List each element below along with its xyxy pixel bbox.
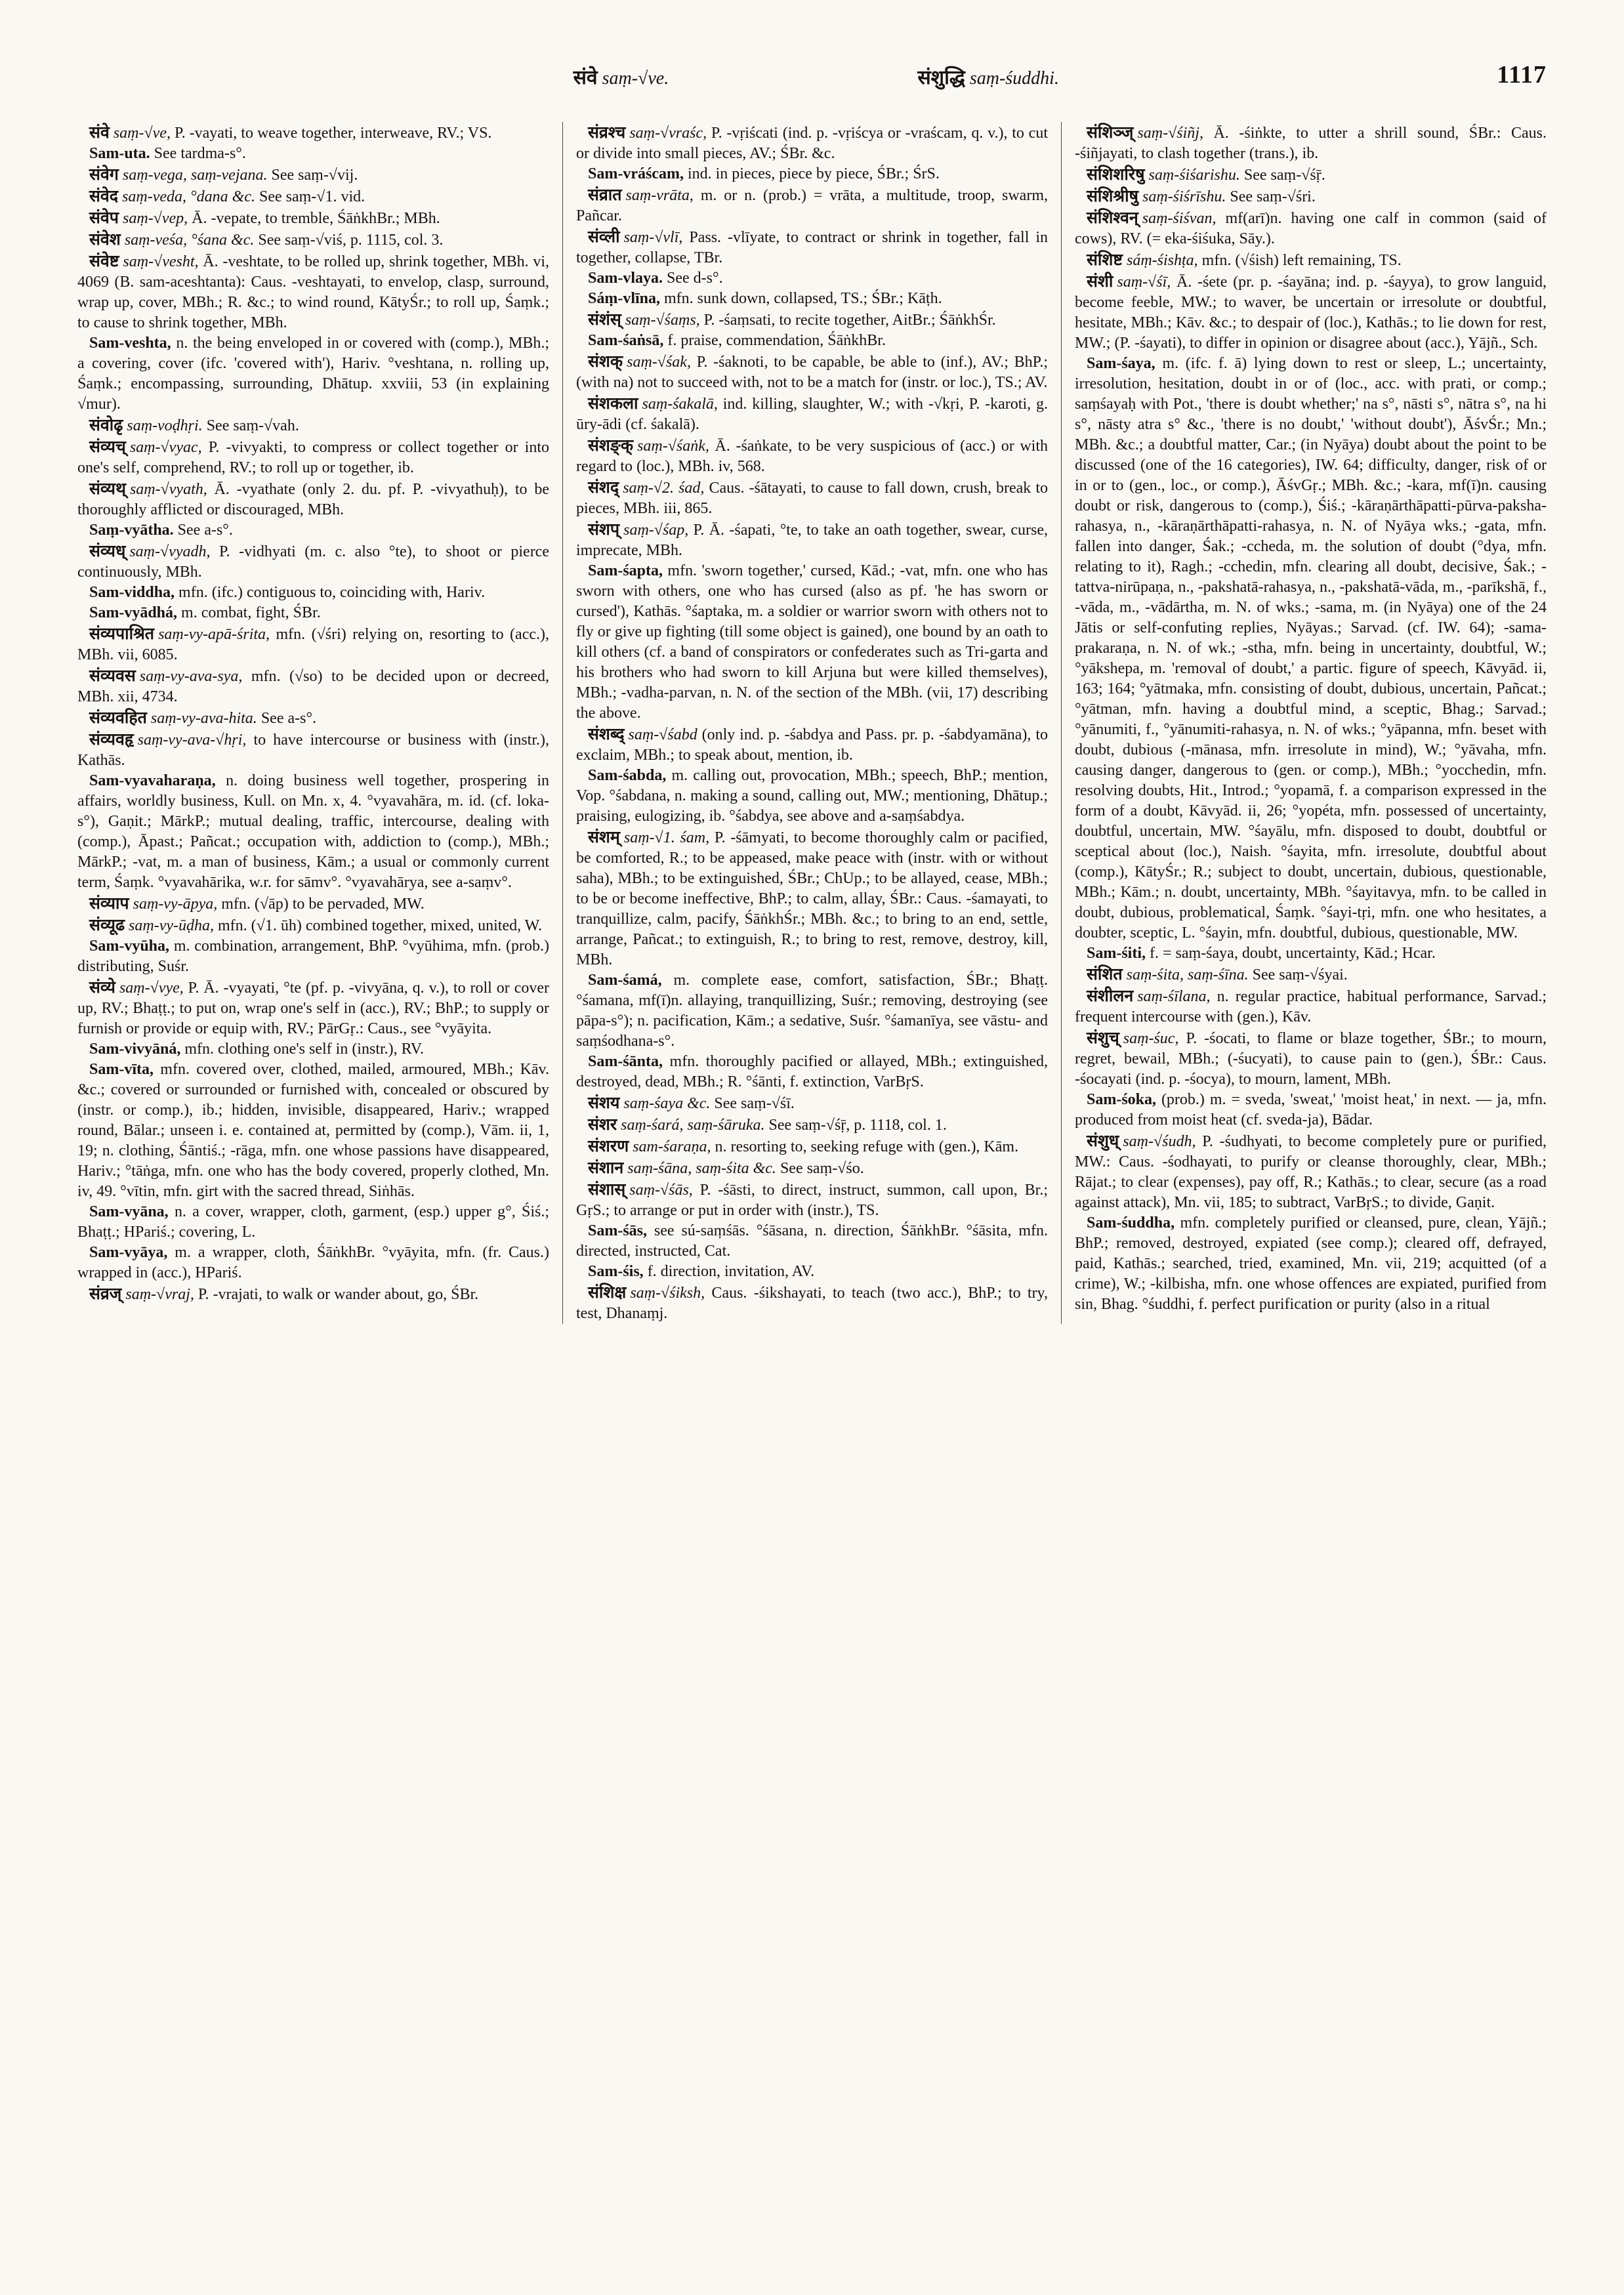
entry-headword-devanagari: संव्यध् (89, 541, 126, 560)
entry-headword: saṃ-√śaṃs, (625, 312, 700, 329)
dictionary-entry (77, 186, 549, 207)
entry-headword: saṃ-vy-ūḍha, (129, 917, 214, 934)
entry-headword: Sam-śis, (588, 1263, 644, 1280)
entry-body: mfn. (ifc.) contiguous to, coinciding with, Hariv. (175, 584, 486, 601)
dictionary-entry (77, 251, 549, 333)
entry-body: Ā. -śiṅkte, to utter a shrill sound, ŚBr.: Caus. -śiñjayati, to clash together (trans.), ib. (1075, 125, 1547, 162)
dictionary-entry (1075, 1027, 1547, 1090)
dictionary-entry (77, 1202, 549, 1243)
entry-body: P. -vidhyati (m. c. also °te), to shoot or pierce continuously, MBh. (77, 543, 549, 581)
entry-body: mf(arī)n. having one calf in common (said of cows), RV. (= eka-śiśuka, Sāy.). (1075, 210, 1547, 247)
entry-headword: Sam-śabda, (588, 767, 667, 784)
page-header (77, 63, 1547, 105)
entry-body: P. Ā. -śapati, °te, to take an oath together, swear, curse, imprecate, MBh. (576, 522, 1048, 559)
entry-headword: saṃ-√śiksh, (630, 1285, 705, 1302)
entry-body: See saṃ-√śyai. (1248, 966, 1348, 983)
entry-body: Pass. -vlīyate, to contract or shrink in together, fall in together, collapse, TBr. (576, 229, 1048, 266)
entry-headword: saṃ-śará, saṃ-śāruka. (621, 1117, 765, 1134)
entry-headword-devanagari: संशिश्वन् (1087, 208, 1138, 227)
dictionary-entry (576, 268, 1048, 289)
entry-headword-devanagari: संशर (588, 1115, 617, 1134)
entry-body: Ā. -vyathate (only 2. du. pf. P. -vivyathuḥ), to be thoroughly afflicted or discouraged, MBh. (77, 481, 549, 518)
entry-headword-devanagari: संवेग (89, 165, 119, 184)
entry-headword-devanagari: संशी (1087, 272, 1114, 291)
entry-body: P. Ā. -vyayati, °te (pf. p. -vivyāna, q. v.), to roll or cover up, RV.; Bhaṭṭ.; to put on, wrap one's self in (acc.), RV.; BhP.; to supply or furnish or provide or equip with, RV.; PārGṛ.: Caus., see °vyāyita. (77, 980, 549, 1037)
entry-body: Ā. -veshtate, to be rolled up, shrink together, MBh. vi, 4069 (B. sam-aceshtanta): Caus. -veshtayati, to envelop, clasp, surround, wrap up, cover, MBh.; R. &c.; to wind round, KātyŚr.; to roll up, Śaṃk.; to cause to shrink together, MBh. (77, 253, 549, 331)
dictionary-entry (1075, 354, 1547, 943)
entry-body: P. -vivyakti, to compress or collect together or into one's self, comprehend, RV.; to roll up or together, ib. (77, 439, 549, 476)
entry-headword: saṃ-√vlī, (623, 229, 683, 246)
dictionary-entry (77, 1283, 549, 1305)
entry-headword-devanagari: संवोढृ (89, 415, 123, 434)
dictionary-entry (576, 1262, 1048, 1282)
entry-headword: Sam-śaya, (1087, 355, 1156, 372)
entry-body: P. -śocati, to flame or blaze together, ŚBr.; to mourn, regret, bewail, MBh.; (-śucyati), to cause pain to (gen.), ŚBr.: Caus. -śocayati (ind. p. -śocya), to mourn, lament, MBh. (1075, 1030, 1547, 1088)
entry-body: m. (ifc. f. ā) lying down to rest or sleep, L.; uncertainty, irresolution, hesitation, doubt in or of (loc., acc. with prati, or comp.; saṃśayaḥ with Pot., 'there is doubt whether;' na s°, nāsti s°, nātra s°, na hi s°, nāsty atra s° &c., 'there is no doubt,' 'without doubt'), ĀśvŚr.; Mn.; MBh. &c.; a doubtful matter, Car.; (in Nyāya) doubt about the point to be discussed (one of the 16 categories), IW. 64; difficulty, danger, risk of or in or to (gen., loc., or comp.), ĀśvGṛ.; MBh. &c.; -kara, mf(ī)n. causing doubt or risk, dangerous to (comp.), Śiś.; -kāraṇārthāpatti-pūrva-paksha-rahasya, n., -kāraṇārthāpatti-rahasya, n. N. of Nyāya wks.; -gata, mfn. fallen into danger, Śak.; -ccheda, m. the solution of doubt (°dya, mfn. relating to it), Ragh.; -cchedin, mfn. clearing all doubt, decisive, Śak.; -tattva-nirūpaṇa, n., -pakshatā-rahasya, n., -pakshatā-vāda, m., -parīkshā, f., -vāda, m., -vādārtha, m. N. of wks.; -sama, m. (in Nyāya) one of the 24 Jātis or self-confuting replies, Nyāyas.; Sarvad. (cf. IW. 64); -sama-prakaraṇa, n. N. of wk.; -stha, mfn. being in uncertainty, doubtful, W.; °yākshepa, m. 'removal of doubt,' a partic. figure of speech, Kāvyād. ii, 163; 164; °yātmaka, mfn. consisting of doubt, dubious, uncertain, Pañcat.; °yātman, mfn. having a doubtful mind, a sceptic, Bhag.; Sarvad.; °yānumiti, f., °yānumiti-rahasya, n. N. of wks.; °yāpanna, mfn. beset with doubt, dubious (-mānasa, mfn. irresolute in mind), W.; °yāvaha, mfn. causing danger, dangerous to (gen. or comp.), MBh.; °yocchedin, mfn. resolving doubts, Hit., Introd.; °yopamā, f. a comparison expressed in the form of a doubt, Kāvyād. ii, 26; °yopéta, mfn. possessed of uncertainty, doubtful, uncertain, MW. °śayālu, mfn. disposed to doubt, doubtful or sceptical about (loc.), Naish. °śayita, mfn. irresolute, doubtful about (comp.), KātyŚr.; R.; subject to doubt, uncertain, dubious, questionable, MBh.; Kām.; n. doubt, uncertainty, MBh. °śayitavya, mfn. to be called in doubt, dubious, problematical, Śaṃk. °śayi-tṛi, mfn. one who hesitates, a doubter, sceptic, L. °śayin, mfn. doubtful, dubious, questionable, MW. (1075, 355, 1547, 941)
entry-body: m. calling out, provocation, MBh.; speech, BhP.; mention, Vop. °śabdana, n. making a sound, calling out, MW.; mentioning, Dhātup.; praising, eulogizing, ib. °śabdya, see above and a-saṃśabdya. (576, 767, 1048, 825)
entry-headword-devanagari: संव्यपाश्रित (89, 624, 155, 643)
dictionary-entry (1075, 207, 1547, 249)
entry-body: m. combination, arrangement, BhP. °vyūhima, mfn. (prob.) distributing, Suśr. (77, 938, 549, 975)
dictionary-entry (77, 603, 549, 623)
dictionary-entry (77, 541, 549, 583)
dictionary-entry (1075, 122, 1547, 164)
dictionary-entry (77, 707, 549, 729)
dictionary-entry (1075, 1130, 1547, 1213)
left-running-head (573, 63, 669, 90)
entry-headword: saṃ-voḍhṛi. (127, 417, 203, 434)
entry-headword: saṃ-√vye, (119, 980, 184, 997)
dictionary-entry (576, 1282, 1048, 1324)
entry-headword: saṃ-śīlana, (1137, 988, 1211, 1005)
entry-headword-devanagari: संशक् (588, 352, 623, 371)
dictionary-entry (1075, 985, 1547, 1027)
dictionary-entry (576, 1179, 1048, 1221)
entry-headword: saṃ-√vep, (123, 210, 188, 227)
dictionary-entry (77, 122, 549, 144)
column-2 (562, 122, 1061, 1324)
left-running-head-devanagari: संवे (573, 66, 598, 89)
entry-body: See a-s°. (257, 710, 317, 727)
entry-headword-devanagari: संशित (1087, 964, 1123, 983)
entry-body: f. praise, commendation, ŚāṅkhBr. (663, 332, 886, 349)
dictionary-entry (576, 226, 1048, 268)
dictionary-entry (576, 827, 1048, 970)
entry-headword: Sam-śoka, (1087, 1091, 1157, 1108)
entry-headword: saṃ-vy-āpya, (133, 896, 218, 913)
entry-headword: saṃ-√śiñj, (1137, 125, 1203, 142)
entry-headword: Sam-vráścam, (588, 165, 684, 182)
entry-headword: Sam-śānta, (588, 1053, 663, 1070)
entry-body: m. combat, fight, ŚBr. (177, 604, 321, 621)
entry-headword-devanagari: संवेश (89, 230, 121, 249)
right-running-head-devanagari: संशुद्धि (917, 66, 965, 89)
entry-headword: saṃ-śiśrīshu. (1142, 188, 1226, 205)
entry-headword-devanagari: संव्याप (89, 894, 129, 913)
entry-headword: Sam-śaṅsā, (588, 332, 664, 349)
entry-headword: Sam-śuddha, (1087, 1214, 1175, 1231)
entry-body: ind. killing, slaughter, W.; with -√kṛi, P. -karoti, g. ūry-ādi (cf. śakalā). (576, 396, 1048, 433)
dictionary-entry (77, 936, 549, 977)
column-3 (1061, 122, 1547, 1324)
entry-body: See a-s°. (173, 522, 233, 539)
entry-headword: Sam-śapta, (588, 562, 663, 579)
entry-headword-devanagari: संशुच् (1087, 1028, 1119, 1047)
dictionary-entry (77, 207, 549, 229)
entry-headword: saṃ-√vraj, (125, 1286, 194, 1303)
entry-headword-devanagari: संशिक्ष (588, 1283, 627, 1302)
dictionary-entry (576, 435, 1048, 477)
dictionary-entry (77, 623, 549, 665)
entry-headword: Sam-vyavaharaṇa, (89, 772, 216, 789)
entry-headword: saṃ-śakalā, (642, 396, 718, 413)
entry-body: P. -vrajati, to walk or wander about, go, ŚBr. (194, 1286, 479, 1303)
entry-body: mfn. (√śish) left remaining, TS. (1197, 252, 1402, 269)
dictionary-entry (576, 331, 1048, 351)
dictionary-entry (77, 665, 549, 707)
entry-body: (only ind. p. -śabdya and Pass. pr. p. -śabdyamāna), to exclaim, MBh.; to speak about, mention, ib. (576, 726, 1048, 764)
entry-body: mfn. thoroughly pacified or allayed, MBh.; extinguished, destroyed, dead, MBh.; R. °śānti, f. extinction, VarBṛS. (576, 1053, 1048, 1090)
dictionary-entry (1075, 164, 1547, 186)
entry-body: P. -vṛiścati (ind. p. -vṛiścya or -vraścam, q. v.), to cut or divide into small pieces, AV.; ŚBr. &c. (576, 125, 1048, 162)
entry-headword: saṃ-√vyadh, (129, 543, 211, 560)
dictionary-entry (77, 229, 549, 251)
entry-body: Ā. -śete (pr. p. -śayāna; ind. p. -śayya), to grow languid, become feeble, MW.; to waver, be uncertain or irresolute or doubtful, hesitate, MBh.; Kāv. &c.; to despair of (loc.), Kathās.; to lie down for rest, MW.; (P. -śayati), to differ in opinion or disagree about (acc.), Yājñ., Sch. (1075, 274, 1547, 352)
entry-headword: saṃ-√śudh, (1123, 1133, 1196, 1150)
entry-headword-devanagari: संव्यवहित (89, 708, 147, 727)
dictionary-entry (576, 970, 1048, 1052)
entry-headword-devanagari: संव्ली (588, 227, 620, 246)
entry-headword-devanagari: संव्रात (588, 185, 622, 204)
entry-body: mfn. (√so) to be decided upon or decreed, MBh. xii, 4734. (77, 668, 549, 705)
entry-headword-devanagari: संशिशरिषु (1087, 165, 1145, 184)
entry-headword: saṃ-√śās, (629, 1182, 693, 1199)
entry-headword-devanagari: संशुध् (1087, 1131, 1119, 1150)
dictionary-entry (576, 1052, 1048, 1092)
dictionary-entry (576, 519, 1048, 561)
entry-body: mfn. 'sworn together,' cursed, Kād.; -vat, mfn. one who has sworn with others, one who has cursed (also as pf. 'he has sworn or cursed'), Kathās. °śaptaka, m. a soldier or warrior sworn with others not to fly or give up fighting (till some object is gained), one bound by an oath to kill others (cf. a band of conspirators or confederates such as Tri-garta and his brothers who had sworn to kill Arjuna but were killed themselves), MBh.; -vadha-parvan, n. N. of the section of the MBh. (vii, 17) describing the above. (576, 562, 1048, 722)
entry-headword-devanagari: संव्यवस (89, 666, 136, 685)
dictionary-entry (576, 164, 1048, 184)
dictionary-entry (77, 771, 549, 893)
dictionary-entry (576, 724, 1048, 766)
entry-headword: saṃ-√1. śam, (623, 829, 710, 846)
dictionary-entry (77, 583, 549, 603)
entry-headword-devanagari: संशरण (588, 1136, 629, 1155)
entry-body: Ā. -śaṅkate, to be very suspicious of (acc.) or with regard to (loc.), MBh. iv, 568. (576, 438, 1048, 475)
entry-headword: saṃ-śita, saṃ-śīna. (1126, 966, 1249, 983)
entry-headword-devanagari: संशकला (588, 394, 638, 413)
entry-headword-devanagari: संशिष्ट (1087, 250, 1123, 269)
entry-body: mfn. completely purified or cleansed, pure, clean, Yājñ.; BhP.; removed, destroyed, expiated (see comp.); cleared off, defrayed, paid, Kathās.; searched, tried, examined, Mn. vii, 219; acquitted (of a crime), W.; -kilbisha, mfn. one whose offences are expiated, purified from sin, Bhag. °śuddhi, f. perfect purification or purity (also in a ritual (1075, 1214, 1547, 1313)
entry-body: see sú-saṃśās. °śāsana, n. direction, ŚāṅkhBr. °śāsita, mfn. directed, instructed, Cat. (576, 1222, 1048, 1260)
entry-headword: Sam-śamá, (588, 972, 662, 989)
entry-body: n. a cover, wrapper, cloth, garment, (esp.) upper g°, Śiś.; Bhaṭṭ.; HPariś.; covering, L. (77, 1203, 549, 1241)
entry-body: P. -śaṃsati, to recite together, AitBr.; ŚāṅkhŚr. (699, 312, 996, 329)
entry-body: See saṃ-√viś, p. 1115, col. 3. (254, 232, 444, 249)
entry-body: Ā. -vepate, to tremble, ŚāṅkhBr.; MBh. (188, 210, 440, 227)
dictionary-entry (77, 915, 549, 936)
entry-body: P. -śudhyati, to become completely pure or purified, MW.: Caus. -śodhayati, to purify or cleanse thoroughly, clear, MBh.; Rājat.; to clear (expenses), pay off, R.; Kathās.; to clear, secure (as a road against attack), Mn. vii, 185; to subtract, VarBṛS.; to divide, Gaṇit. (1075, 1133, 1547, 1211)
right-running-head (917, 63, 1059, 90)
entry-headword-devanagari: संशङ्क् (588, 436, 634, 455)
entry-body: P. -śāsti, to direct, instruct, summon, call upon, Br.; GṛS.; to arrange or put in order with (instr.), TS. (576, 1182, 1048, 1219)
dictionary-entry (576, 393, 1048, 435)
entry-headword: Sam-śās, (588, 1222, 648, 1239)
entry-headword-devanagari: संशास् (588, 1180, 626, 1199)
entry-body: n. the being enveloped in or covered with (comp.), MBh.; a covering, cover (ifc. 'covered with'), Hariv. °veshtana, n. rolling up, Śaṃk.; encompassing, surrounding, Dhātup. xxviii, 53 (in explaining √mur). (77, 335, 549, 413)
dictionary-entry (576, 1157, 1048, 1179)
entry-headword-devanagari: संशिश्रीषु (1087, 186, 1139, 205)
entry-body: See saṃ-√śo. (776, 1160, 864, 1177)
entry-body: mfn. (√1. ūh) combined together, mixed, united, W. (214, 917, 543, 934)
entry-body: Caus. -śikshayati, to teach (two acc.), BhP.; to try, test, Dhanaṃj. (576, 1285, 1048, 1322)
entry-headword-devanagari: संव्ये (89, 978, 115, 997)
entry-headword: Saṃ-vyātha. (89, 522, 174, 539)
entry-headword: Sam-veshta, (89, 335, 171, 352)
entry-body: mfn. (√āp) to be pervaded, MW. (217, 896, 425, 913)
entry-headword: Sam-vyādhá, (89, 604, 178, 621)
dictionary-entry (1075, 1213, 1547, 1315)
entry-headword: saṃ-vrāta, (625, 187, 694, 204)
entry-body: See saṃ-√śṝ, p. 1118, col. 1. (764, 1117, 947, 1134)
entry-headword: sam-śaraṇa, (633, 1138, 711, 1155)
entry-headword: saṃ-√vraśc, (629, 125, 707, 142)
entry-body: P. -vayati, to weave together, interweave, RV.; VS. (170, 125, 492, 142)
entry-body: Caus. -śātayati, to cause to fall down, crush, break to pieces, MBh. iii, 865. (576, 480, 1048, 517)
entry-headword: Sam-vlaya. (588, 270, 663, 287)
entry-headword: Sam-śiti, (1087, 945, 1146, 962)
entry-body: See saṃ-√vij. (267, 167, 358, 184)
entry-body: mfn. covered over, clothed, mailed, armoured, MBh.; Kāv. &c.; covered or surrounded or furnished with, concealed or obscured by (instr. or comp.), ib.; hidden, invisible, disappeared, Hariv.; wrapped round, Bālar.; unseen i. e. contained at, permitted by (comp.), Vām. ii, 1, 19; n. clothing, Śāntiś.; -rāga, mfn. one whose passions have disappeared, Hariv.; °tāṅga, mfn. one who has the body covered, properly clothed, Mn. iv, 49. °vītin, mfn. girt with the sacred thread, Siṅhās. (77, 1061, 549, 1200)
column-1 (77, 122, 562, 1324)
dictionary-entry (77, 144, 549, 164)
entry-headword-devanagari: संव्रज् (89, 1284, 122, 1303)
entry-headword-devanagari: संवे (89, 123, 110, 142)
dictionary-entry (77, 977, 549, 1039)
entry-headword: saṃ-śiśarishu. (1148, 167, 1240, 184)
entry-body: to have intercourse or business with (instr.), Kathās. (77, 732, 549, 769)
entry-headword-devanagari: संशब्द् (588, 724, 625, 743)
entry-body: P. -śāmyati, to become thoroughly calm or pacified, be comforted, R.; to be appeased, make peace with (instr. with or without saha), MBh.; to be extinguished, ŚBr.; ChUp.; to be allayed, cease, MBh.; to be or become ineffective, BhP.; to calm, allay, ŚBr.: Caus. -śamayati, to tranquillize, calm, pacify, ŚāṅkhŚr.; MBh. &c.; to bring to an end, settle, arrange, Pañcat.; to extinguish, R.; to bring to rest, remove, destroy, kill, MBh. (576, 829, 1048, 968)
dictionary-entry (576, 289, 1048, 309)
dictionary-entry (1075, 1090, 1547, 1130)
dictionary-entry (1075, 186, 1547, 207)
dictionary-entry (1075, 964, 1547, 985)
entry-headword-devanagari: संवेप (89, 208, 119, 227)
dictionary-entry (77, 415, 549, 436)
entry-headword: saṃ-śaya &c. (623, 1095, 711, 1112)
entry-body: See saṃ-√śri. (1226, 188, 1316, 205)
entry-body: m. complete ease, comfort, satisfaction, ŚBr.; Bhaṭṭ. °śamana, mf(ī)n. allaying, tranquillizing, Suśr.; removing, destroying (see pāpa-s°); n. pacification, Kām.; a sedative, Suśr. °śamanīya, see vāstu- and saṃśodhana-s°. (576, 972, 1048, 1050)
entry-body: See saṃ-√vah. (202, 417, 299, 434)
entry-body: See saṃ-√śī. (710, 1095, 795, 1112)
dictionary-entry (576, 561, 1048, 724)
dictionary-entry (77, 893, 549, 915)
entry-headword-devanagari: संवेद (89, 186, 119, 205)
dictionary-entry (576, 122, 1048, 164)
entry-headword: saṃ-śuc, (1123, 1030, 1179, 1047)
entry-headword: saṃ-vy-ava-sya, (139, 668, 243, 685)
entry-headword-devanagari: संव्यथ् (89, 479, 126, 498)
entry-headword: saṃ-śāna, saṃ-śita &c. (627, 1160, 776, 1177)
dictionary-entry (576, 1136, 1048, 1157)
dictionary-entry (1075, 249, 1547, 271)
dictionary-entry (576, 1114, 1048, 1136)
entry-body: P. -śaknoti, to be capable, be able to (inf.), AV.; BhP.; (with na) not to succeed with, not to be a match for (instr. or loc.), TS.; AV. (576, 354, 1048, 391)
entry-headword: saṃ-veda, °dana &c. (122, 188, 255, 205)
entry-body: (prob.) m. = sveda, 'sweat,' 'moist heat,' in next. — ja, mfn. produced from moist heat (cf. sveda-ja), Bādar. (1075, 1091, 1547, 1128)
entry-headword: saṃ-√śabd (628, 726, 697, 743)
dictionary-entry (576, 1221, 1048, 1262)
entry-headword: saṃ-√vyac, (129, 439, 202, 456)
entry-body: m. or n. (prob.) = vrāta, a multitude, troop, swarm, Pañcar. (576, 187, 1048, 224)
entry-headword: saṃ-veśa, °śana &c. (124, 232, 255, 249)
entry-body: mfn. clothing one's self in (instr.), RV. (180, 1041, 424, 1058)
entry-headword: sáṃ-śishṭa, (1126, 252, 1198, 269)
dictionary-entry (576, 766, 1048, 827)
entry-headword: saṃ-√śī, (1117, 274, 1171, 291)
entry-headword: saṃ-√ve, (113, 125, 171, 142)
dictionary-entry (576, 477, 1048, 519)
entry-body: n. doing business well together, prospering in affairs, worldly business, Kull. on Mn. x, 4. °vyavahāra, m. id. (cf. loka-s°), Gaṇit.; MārkP.; mutual dealing, traffic, intercourse, dealing with (comp.), Āpast.; Pañcat.; occupation with, addiction to (comp.), MBh.; MārkP.; -vat, m. a man of business, Kām.; a usual or commonly current term, Śaṃk. °vyavahārika, w.r. for sāmv°. °vyavahārya, see a-saṃv°. (77, 772, 549, 891)
entry-headword-devanagari: संशिञ्ज् (1087, 123, 1134, 142)
entry-headword: saṃ-vy-apā-śrita, (158, 626, 270, 643)
right-running-head-transliteration: saṃ-śuddhi. (969, 68, 1059, 89)
dictionary-entry (77, 520, 549, 541)
entry-headword-devanagari: संशीलन (1087, 986, 1134, 1005)
entry-headword-devanagari: संशंस् (588, 310, 621, 329)
entry-body: See saṃ-√1. vid. (255, 188, 365, 205)
entry-headword: saṃ-√śap, (623, 522, 689, 539)
columns-container (77, 122, 1547, 1324)
entry-headword-devanagari: संशम् (588, 827, 620, 846)
entry-headword: saṃ-√śaṅk, (637, 438, 709, 455)
dictionary-entry (77, 1060, 549, 1202)
entry-body: f. direction, invitation, AV. (643, 1263, 815, 1280)
entry-body: ind. in pieces, piece by piece, ŚBr.; ŚrS. (683, 165, 940, 182)
entry-headword-devanagari: संव्यवहृ (89, 730, 134, 749)
entry-headword-devanagari: संशान (588, 1158, 624, 1177)
entry-body: See tardma-s°. (150, 145, 246, 162)
entry-headword: saṃ-√śak, (627, 354, 691, 371)
entry-body: m. a wrapper, cloth, ŚāṅkhBr. °vyāyita, mfn. (fr. Caus.) wrapped in (acc.), HPariś. (77, 1244, 549, 1281)
entry-headword: Sam-uta. (89, 145, 150, 162)
entry-headword: Sam-viddha, (89, 584, 175, 601)
entry-headword: saṃ-√vyath, (129, 481, 207, 498)
entry-headword: saṃ-vega, saṃ-vejana. (122, 167, 268, 184)
dictionary-entry (576, 184, 1048, 226)
entry-headword: Sam-vivyāná, (89, 1041, 181, 1058)
entry-headword: Sam-vyāya, (89, 1244, 168, 1261)
entry-body: n. resorting to, seeking refuge with (gen.), Kām. (711, 1138, 1019, 1155)
entry-headword-devanagari: संशप् (588, 520, 620, 539)
entry-body: See saṃ-√śṝ. (1239, 167, 1325, 184)
entry-headword-devanagari: संशय (588, 1093, 620, 1112)
entry-headword-devanagari: संव्रश्च (588, 123, 626, 142)
dictionary-entry (1075, 271, 1547, 354)
entry-headword-devanagari: संव्यच् (89, 437, 126, 456)
page-number: 1117 (1497, 61, 1547, 89)
entry-headword: saṃ-√vesht, (123, 253, 199, 270)
entry-headword: saṃ-√2. śad, (623, 480, 705, 497)
entry-headword-devanagari: संशद् (588, 478, 619, 497)
dictionary-entry (1075, 943, 1547, 964)
dictionary-entry (576, 309, 1048, 331)
entry-headword: Sáṃ-vlīna, (588, 290, 661, 307)
dictionary-entry (77, 729, 549, 771)
dictionary-entry (77, 333, 549, 415)
dictionary-entry (77, 1243, 549, 1283)
dictionary-entry (576, 1092, 1048, 1114)
entry-headword: saṃ-vy-ava-hita. (150, 710, 257, 727)
entry-headword: Sam-vīta, (89, 1061, 154, 1078)
entry-headword-devanagari: संव्यूढ (89, 915, 125, 934)
entry-headword: Sam-vyāna, (89, 1203, 169, 1220)
entry-headword: saṃ-vy-ava-√hṛi, (137, 732, 247, 749)
entry-body: f. = saṃ-śaya, doubt, uncertainty, Kād.; Hcar. (1146, 945, 1436, 962)
dictionary-entry (77, 436, 549, 478)
dictionary-entry (77, 1039, 549, 1060)
entry-body: See d-s°. (663, 270, 723, 287)
dictionary-entry (77, 164, 549, 186)
entry-headword-devanagari: संवेष्ट (89, 251, 119, 270)
left-running-head-transliteration: saṃ-√ve. (602, 68, 669, 89)
entry-headword: Sam-vyūha, (89, 938, 170, 955)
entry-body: mfn. (√śri) relying on, resorting to (acc.), MBh. vii, 6085. (77, 626, 549, 663)
dictionary-entry (77, 478, 549, 520)
entry-headword: saṃ-śiśvan, (1142, 210, 1217, 227)
entry-body: mfn. sunk down, collapsed, TS.; ŚBr.; Kāṭh. (660, 290, 942, 307)
dictionary-entry (576, 351, 1048, 393)
entry-body: n. regular practice, habitual performance, Sarvad.; frequent intercourse with (gen.), Kāv. (1075, 988, 1547, 1025)
